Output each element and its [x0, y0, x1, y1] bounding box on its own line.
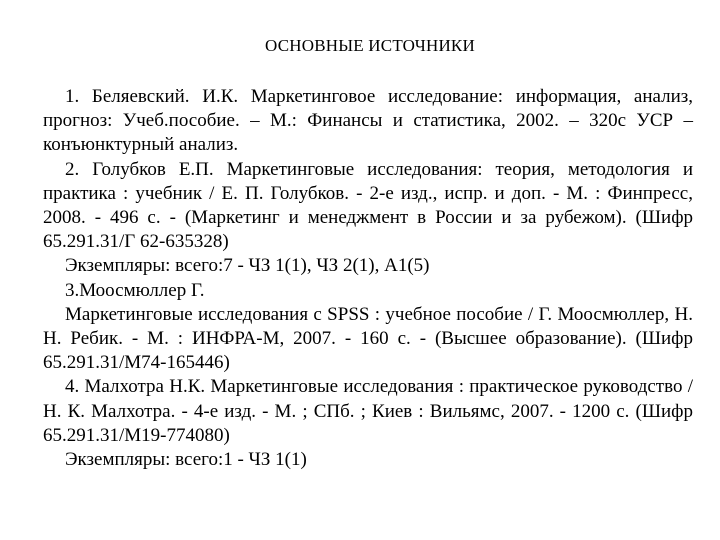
source-3: Маркетинговые исследования с SPSS : учебное пособие / Г. Моосмюллер, Н. Н. Ребик. - М. : ИНФРА-М, 2007. - 160 с. - (Высшее образование). (Шифр 65.291.31/М74-165446)	[43, 303, 693, 374]
source-4: 4. Малхотра Н.К. Маркетинговые исследования : практическое руководство / Н. К. Малхотра. - 4-е изд. - М. ; СПб. ; Киев : Вильямс, 2007. - 1200 с. (Шифр 65.291.31/М19-774080)	[43, 376, 693, 446]
source-4-copies: Экземпляры: всего:1 - ЧЗ 1(1)	[65, 449, 307, 471]
sources-list	[43, 85, 693, 472]
source-2-copies: Экземпляры: всего:7 - ЧЗ 1(1), ЧЗ 2(1), А1(5)	[65, 255, 430, 277]
source-3-author: 3.Моосмюллер Г.	[65, 279, 205, 301]
page-title: ОСНОВНЫЕ ИСТОЧНИКИ	[265, 36, 475, 55]
source-2: 2. Голубков Е.П. Маркетинговые исследования: теория, методология и практика : учебник / Е. П. Голубков. - 2-е изд., испр. и доп. - М. : Финпресс, 2008. - 496 с. - (Маркетинг и менеджмент в России и за рубежом). (Шифр 65.291.31/Г 62-635328)	[43, 158, 693, 253]
source-1: 1. Беляевский. И.К. Маркетинговое исследование: информация, анализ, прогноз: Учеб.пособие. – М.: Финансы и статистика, 2002. – 320с УСР – конъюнктурный анализ.	[43, 86, 693, 156]
